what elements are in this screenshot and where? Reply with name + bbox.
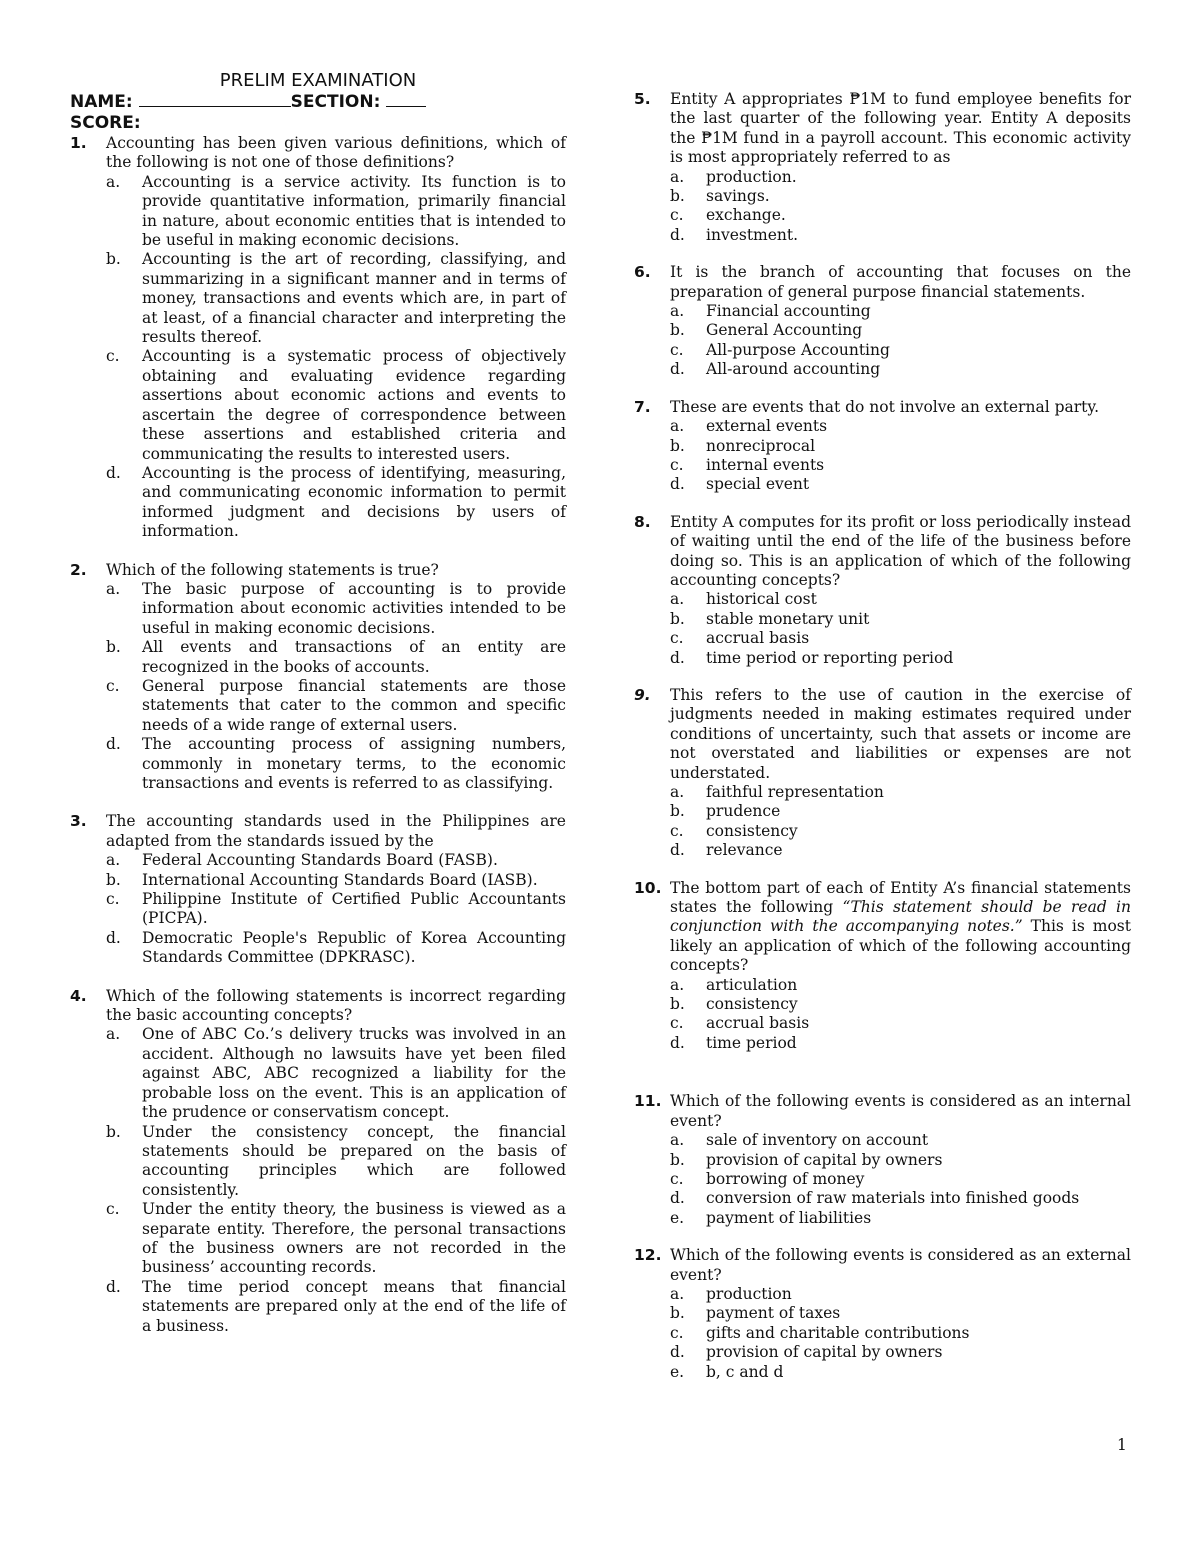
choice-text: payment of liabilities bbox=[706, 1208, 872, 1227]
question-number: 12. bbox=[634, 1246, 662, 1265]
question-number: 8. bbox=[634, 512, 651, 531]
choice-letter: c. bbox=[670, 1169, 684, 1188]
choice-c bbox=[634, 629, 1131, 648]
choice-text: One of ABC Co.’s delivery trucks was involved in an accident. Although no lawsuits have yet been filed against ABC, ABC recognized a liability for the probable loss on the event. This is an application of the prudence or conservatism concept. bbox=[142, 1025, 566, 1122]
choice-letter: a. bbox=[106, 851, 121, 870]
question-text: Which of the following events is considered as an external event? bbox=[670, 1246, 1131, 1284]
choice-text: Philippine Institute of Certified Public Accountants (PICPA). bbox=[142, 890, 566, 928]
choice-c bbox=[70, 890, 566, 929]
choice-text: accrual basis bbox=[706, 1014, 810, 1033]
choice-text: Accounting is a systematic process of objectively obtaining and evaluating evidence regarding assertions about economic actions and events to ascertain the degree of correspondence between these assertions and established criteria and communicating the results to interested users. bbox=[142, 347, 566, 463]
question-text bbox=[670, 879, 1131, 976]
choice-text: time period or reporting period bbox=[706, 648, 954, 667]
choice-letter: b. bbox=[670, 995, 685, 1014]
choice-letter: b. bbox=[670, 187, 685, 206]
choice-a bbox=[70, 1025, 566, 1122]
choice-text: Accounting is the art of recording, classifying, and summarizing in a significant manner and in terms of money, transactions and events which are, in part of at least, of a financial character and interpreting the results thereof. bbox=[142, 250, 566, 347]
choice-b bbox=[634, 995, 1131, 1014]
choice-b bbox=[634, 437, 1131, 456]
choice-a bbox=[634, 590, 1131, 609]
quoted-statement: “This statement should be read in conjunction with the accompanying notes.” bbox=[670, 898, 1131, 936]
choice-c bbox=[634, 1170, 1131, 1189]
question-text: These are events that do not involve an external party. bbox=[670, 397, 1100, 416]
choice-letter: b. bbox=[670, 321, 685, 340]
choice-letter: d. bbox=[670, 1033, 685, 1052]
name-label: NAME: bbox=[70, 92, 133, 112]
question-text-after: This is most likely an application of which of the following accounting concepts? bbox=[670, 917, 1131, 975]
left-column bbox=[70, 70, 566, 1336]
choice-letter: a. bbox=[670, 975, 685, 994]
choice-letter: b. bbox=[670, 1150, 685, 1169]
choice-text: Federal Accounting Standards Board (FASB). bbox=[142, 851, 498, 870]
choice-text: time period bbox=[706, 1033, 797, 1052]
choice-b bbox=[634, 1304, 1131, 1323]
choice-c bbox=[634, 206, 1131, 225]
choice-text: stable monetary unit bbox=[706, 609, 870, 628]
name-section-line bbox=[70, 92, 566, 113]
question-number: 9. bbox=[634, 685, 651, 704]
question-1 bbox=[70, 134, 566, 542]
choice-b bbox=[70, 250, 566, 347]
choice-text: payment of taxes bbox=[706, 1304, 841, 1323]
choice-text: International Accounting Standards Board (IASB). bbox=[142, 870, 538, 889]
choice-c bbox=[634, 822, 1131, 841]
choice-text: external events bbox=[706, 417, 828, 436]
section-label: SECTION: bbox=[290, 92, 381, 112]
choice-letter: a. bbox=[670, 167, 685, 186]
choice-letter: c. bbox=[106, 1200, 120, 1219]
choice-letter: d. bbox=[106, 1277, 121, 1296]
choice-e bbox=[634, 1363, 1131, 1382]
choice-a bbox=[634, 168, 1131, 187]
choice-text: faithful representation bbox=[706, 783, 884, 801]
choice-letter: c. bbox=[106, 347, 120, 366]
question-number: 10. bbox=[634, 878, 662, 897]
question-text: This refers to the use of caution in the exercise of judgments needed in making estimates required under conditions of uncertainty, such that assets or income are not overstated and liabilities or expenses are not understated. bbox=[670, 685, 1131, 782]
choice-b bbox=[634, 802, 1131, 821]
choice-a bbox=[634, 417, 1131, 436]
question-text: Which of the following statements is true? bbox=[106, 560, 439, 579]
choice-text: prudence bbox=[706, 802, 781, 821]
choice-b bbox=[634, 1151, 1131, 1170]
choice-letter: c. bbox=[106, 676, 120, 695]
question-3 bbox=[70, 812, 566, 967]
choice-b bbox=[70, 638, 566, 677]
choice-text: sale of inventory on account bbox=[706, 1131, 929, 1150]
choice-letter: c. bbox=[670, 821, 684, 840]
choice-text: All-purpose Accounting bbox=[706, 340, 890, 359]
choice-a bbox=[634, 1131, 1131, 1150]
choice-letter: a. bbox=[670, 302, 685, 321]
choice-text: production bbox=[706, 1284, 792, 1303]
choice-letter: e. bbox=[670, 1362, 685, 1381]
choice-text: Accounting is a service activity. Its function is to provide quantitative information, primarily financial in nature, about economic entities that is intended to be useful in making economic decisions. bbox=[142, 172, 566, 250]
choice-d bbox=[634, 1189, 1131, 1208]
choice-text: historical cost bbox=[706, 590, 817, 609]
choice-letter: b. bbox=[670, 1304, 685, 1323]
score-label: SCORE: bbox=[70, 113, 141, 133]
choice-letter: c. bbox=[106, 890, 120, 909]
choice-a bbox=[634, 302, 1131, 321]
choice-letter: a. bbox=[670, 1284, 685, 1303]
choice-text: General purpose financial statements are those statements that cater to the common and specific needs of a wide range of external users. bbox=[142, 676, 566, 734]
choice-c bbox=[70, 677, 566, 735]
choice-d bbox=[70, 464, 566, 542]
choice-text: Under the entity theory, the business is viewed as a separate entity. Therefore, the personal transactions of the business owners are not recorded in the business’ accounting records. bbox=[142, 1200, 566, 1277]
choice-d bbox=[634, 360, 1131, 379]
choice-d bbox=[634, 1343, 1131, 1362]
name-blank bbox=[139, 92, 291, 107]
question-number: 5. bbox=[634, 90, 651, 108]
choice-letter: c. bbox=[670, 1323, 684, 1342]
choice-text: exchange. bbox=[706, 206, 786, 225]
choice-c bbox=[634, 456, 1131, 475]
question-text: Accounting has been given various definitions, which of the following is not one of those definitions? bbox=[106, 134, 566, 172]
choice-d bbox=[70, 929, 566, 968]
choice-letter: d. bbox=[670, 360, 685, 379]
question-6 bbox=[634, 263, 1131, 379]
choice-text: The time period concept means that financial statements are prepared only at the end of the life of a business. bbox=[142, 1277, 566, 1335]
choice-text: production. bbox=[706, 167, 797, 186]
choice-c bbox=[634, 1324, 1131, 1343]
question-text: Which of the following statements is incorrect regarding the basic accounting concepts? bbox=[106, 986, 566, 1025]
choice-text: gifts and charitable contributions bbox=[706, 1323, 970, 1342]
choice-a bbox=[634, 1285, 1131, 1304]
choice-d bbox=[634, 841, 1131, 860]
question-text: Entity A appropriates ₱1M to fund employee benefits for the last quarter of the following year. Entity A deposits the ₱1M fund in a payroll account. This economic activity is most appropriately referred to as bbox=[670, 90, 1131, 167]
choice-letter: b. bbox=[670, 802, 685, 821]
choice-text: All events and transactions of an entity are recognized in the books of accounts. bbox=[142, 638, 566, 676]
choice-a bbox=[634, 976, 1131, 995]
choice-text: investment. bbox=[706, 225, 799, 244]
choice-b bbox=[634, 187, 1131, 206]
choice-text: special event bbox=[706, 475, 810, 494]
choice-text: nonreciprocal bbox=[706, 436, 816, 455]
choice-letter: a. bbox=[670, 417, 685, 436]
choice-text: provision of capital by owners bbox=[706, 1150, 943, 1169]
question-10 bbox=[634, 879, 1131, 1054]
question-text: Entity A computes for its profit or loss periodically instead of waiting until the end of the life of the business before doing so. This is an application of which of the following accounting concepts? bbox=[670, 512, 1131, 589]
choice-text: provision of capital by owners bbox=[706, 1343, 943, 1362]
choice-d bbox=[634, 649, 1131, 668]
choice-letter: b. bbox=[106, 250, 121, 269]
choice-letter: d. bbox=[106, 463, 121, 482]
choice-letter: d. bbox=[670, 1343, 685, 1362]
question-number: 1. bbox=[70, 134, 87, 152]
choice-text: Democratic People's Republic of Korea Accounting Standards Committee (DPKRASC). bbox=[142, 928, 566, 967]
choice-text: Accounting is the process of identifying, measuring, and communicating economic information to permit informed judgment and decisions by users of information. bbox=[142, 463, 566, 541]
choice-text: consistency bbox=[706, 995, 798, 1014]
choice-letter: b. bbox=[670, 436, 685, 455]
choice-b bbox=[634, 610, 1131, 629]
choice-d bbox=[634, 1034, 1131, 1053]
choice-text: Under the consistency concept, the financial statements should be prepared on the basis of accounting principles which are followed consistently. bbox=[142, 1122, 566, 1199]
choice-text: The accounting process of assigning numbers, commonly in monetary terms, to the economic transactions and events is referred to as classifying. bbox=[142, 735, 566, 792]
choice-letter: c. bbox=[670, 455, 684, 474]
choice-b bbox=[634, 321, 1131, 340]
question-number: 3. bbox=[70, 812, 87, 831]
choice-letter: b. bbox=[106, 870, 121, 889]
choice-letter: d. bbox=[670, 475, 685, 494]
question-text: Which of the following events is considered as an internal event? bbox=[670, 1092, 1131, 1130]
choice-letter: a. bbox=[670, 590, 685, 609]
choice-letter: a. bbox=[106, 172, 121, 191]
choice-a bbox=[70, 580, 566, 638]
choice-letter: b. bbox=[106, 1122, 121, 1141]
page-number: 1 bbox=[1117, 1436, 1127, 1454]
choice-letter: c. bbox=[670, 1014, 684, 1033]
choice-d bbox=[70, 735, 566, 793]
choice-letter: d. bbox=[670, 225, 685, 244]
choice-text: accrual basis bbox=[706, 629, 810, 648]
choice-letter: d. bbox=[670, 841, 685, 860]
choice-letter: e. bbox=[670, 1208, 685, 1227]
choice-b bbox=[70, 871, 566, 890]
choice-a bbox=[70, 851, 566, 870]
choice-d bbox=[70, 1278, 566, 1336]
choice-letter: c. bbox=[670, 340, 684, 359]
question-number: 7. bbox=[634, 397, 651, 416]
choice-text: relevance bbox=[706, 841, 783, 860]
question-7 bbox=[634, 398, 1131, 495]
choice-c bbox=[70, 1200, 566, 1278]
choice-a bbox=[634, 783, 1131, 802]
choice-c bbox=[70, 347, 566, 463]
choice-text: internal events bbox=[706, 455, 825, 474]
choice-letter: a. bbox=[106, 1025, 121, 1044]
question-11 bbox=[634, 1092, 1131, 1228]
choice-text: The basic purpose of accounting is to provide information about economic activities intended to be useful in making economic decisions. bbox=[142, 579, 566, 637]
choice-letter: a. bbox=[670, 1131, 685, 1150]
choice-d bbox=[634, 475, 1131, 494]
choice-letter: d. bbox=[670, 648, 685, 667]
question-number: 4. bbox=[70, 986, 87, 1005]
choice-letter: d. bbox=[670, 1189, 685, 1208]
question-number: 2. bbox=[70, 560, 87, 579]
question-text: It is the branch of accounting that focuses on the preparation of general purpose financial statements. bbox=[670, 263, 1131, 301]
question-12 bbox=[634, 1246, 1131, 1382]
question-text: The accounting standards used in the Philippines are adapted from the standards issued by the bbox=[106, 812, 566, 850]
choice-text: Financial accounting bbox=[706, 302, 871, 321]
choice-letter: b. bbox=[106, 638, 121, 657]
question-2 bbox=[70, 561, 566, 794]
choice-text: articulation bbox=[706, 975, 798, 994]
section-blank bbox=[386, 92, 426, 107]
choice-d bbox=[634, 226, 1131, 245]
question-text-before: The bottom part of each of Entity A’s financial statements states the following bbox=[670, 878, 1131, 917]
choice-letter: c. bbox=[670, 206, 684, 225]
question-9 bbox=[634, 686, 1131, 861]
choice-text: b, c and d bbox=[706, 1362, 784, 1381]
choice-letter: b. bbox=[670, 609, 685, 628]
choice-b bbox=[70, 1123, 566, 1201]
question-8 bbox=[634, 513, 1131, 668]
choice-e bbox=[634, 1209, 1131, 1228]
choice-c bbox=[634, 1014, 1131, 1033]
exam-title: PRELIM EXAMINATION bbox=[219, 70, 417, 91]
choice-text: consistency bbox=[706, 821, 798, 840]
choice-letter: d. bbox=[106, 928, 121, 947]
choice-letter: d. bbox=[106, 735, 121, 754]
choice-letter: c. bbox=[670, 629, 684, 648]
choice-a bbox=[70, 173, 566, 251]
question-number: 6. bbox=[634, 263, 651, 282]
choice-letter: a. bbox=[670, 783, 685, 801]
right-column bbox=[634, 90, 1131, 1382]
choice-text: All-around accounting bbox=[706, 360, 881, 379]
choice-text: conversion of raw materials into finished goods bbox=[706, 1189, 1080, 1208]
question-5 bbox=[634, 90, 1131, 245]
choice-text: General Accounting bbox=[706, 321, 863, 340]
question-4 bbox=[70, 987, 566, 1336]
choice-c bbox=[634, 341, 1131, 360]
score-line bbox=[70, 113, 566, 134]
choice-text: borrowing of money bbox=[706, 1169, 865, 1188]
choice-letter: a. bbox=[106, 579, 121, 598]
question-number: 11. bbox=[634, 1092, 662, 1111]
choice-text: savings. bbox=[706, 187, 770, 206]
